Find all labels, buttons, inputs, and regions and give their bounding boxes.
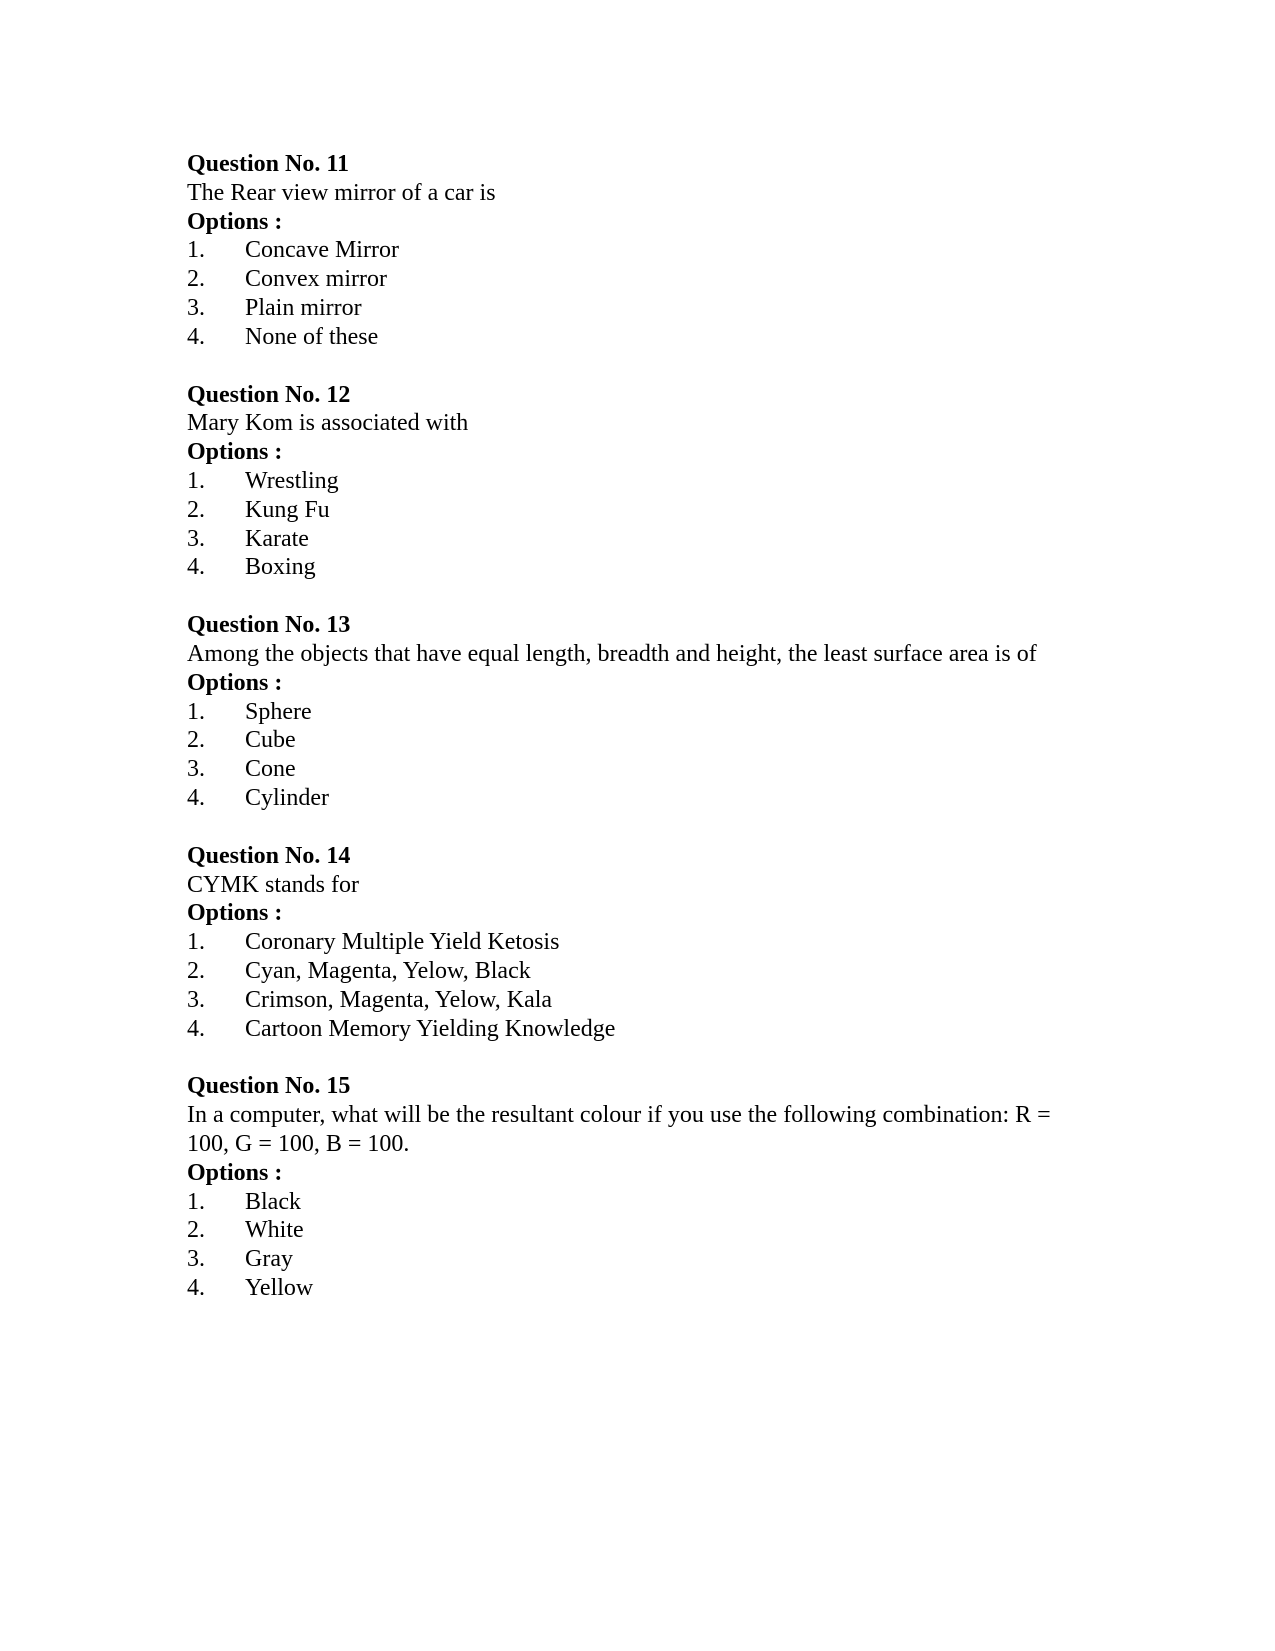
question-text: Mary Kom is associated with — [187, 410, 469, 437]
question-block — [187, 1072, 1087, 1302]
options-list — [187, 236, 1087, 351]
option-item — [187, 755, 1087, 784]
option-item — [187, 1015, 1087, 1044]
option-text: Boxing — [245, 554, 316, 581]
option-item — [187, 1274, 1087, 1303]
option-item — [187, 784, 1087, 813]
option-item — [187, 265, 1087, 294]
option-number: 4. — [187, 1274, 205, 1301]
option-text: Convex mirror — [245, 266, 387, 293]
option-text: Concave Mirror — [245, 237, 399, 264]
option-number: 1. — [187, 467, 205, 494]
question-block — [187, 842, 1087, 1044]
question-title: Question No. 13 — [187, 612, 351, 639]
option-text: Cartoon Memory Yielding Knowledge — [245, 1015, 616, 1042]
options-list — [187, 698, 1087, 813]
option-number: 2. — [187, 496, 205, 523]
option-number: 3. — [187, 756, 205, 783]
option-item — [187, 553, 1087, 582]
option-item — [187, 1245, 1087, 1274]
option-item — [187, 1216, 1087, 1245]
option-item — [187, 698, 1087, 727]
option-number: 4. — [187, 784, 205, 811]
option-item — [187, 323, 1087, 352]
question-block — [187, 381, 1087, 583]
options-label: Options : — [187, 900, 283, 927]
option-item — [187, 525, 1087, 554]
option-number: 4. — [187, 1015, 205, 1042]
option-number: 3. — [187, 986, 205, 1013]
options-list — [187, 1188, 1087, 1303]
question-block — [187, 611, 1087, 813]
option-text: White — [245, 1217, 304, 1244]
option-number: 3. — [187, 294, 205, 321]
question-title: Question No. 15 — [187, 1073, 351, 1100]
option-text: Cylinder — [245, 784, 329, 811]
option-item — [187, 986, 1087, 1015]
option-text: Kung Fu — [245, 496, 330, 523]
option-text: Sphere — [245, 698, 312, 725]
question-title: Question No. 14 — [187, 842, 351, 869]
question-text: CYMK stands for — [187, 871, 359, 898]
option-text: Cyan, Magenta, Yelow, Black — [245, 957, 531, 984]
option-text: None of these — [245, 323, 379, 350]
options-label: Options : — [187, 208, 283, 235]
option-text: Cube — [245, 727, 296, 754]
option-item — [187, 928, 1087, 957]
options-list — [187, 467, 1087, 582]
options-list — [187, 928, 1087, 1043]
option-number: 1. — [187, 237, 205, 264]
option-item — [187, 294, 1087, 323]
option-text: Yellow — [245, 1274, 314, 1301]
options-label: Options : — [187, 1159, 283, 1186]
option-text: Karate — [245, 525, 309, 552]
option-text: Wrestling — [245, 467, 339, 494]
question-text: The Rear view mirror of a car is — [187, 179, 496, 206]
option-item — [187, 236, 1087, 265]
option-text: Crimson, Magenta, Yelow, Kala — [245, 986, 553, 1013]
question-text: Among the objects that have equal length, breadth and height, the least surface area is of — [187, 640, 1037, 667]
question-page — [187, 150, 1087, 1332]
question-text: In a computer, what will be the resultant colour if you use the following combination: R = 100, G = 100, B = 100. — [187, 1102, 1051, 1157]
option-text: Cone — [245, 756, 296, 783]
option-number: 1. — [187, 698, 205, 725]
option-item — [187, 726, 1087, 755]
question-title: Question No. 11 — [187, 151, 350, 177]
options-label: Options : — [187, 669, 283, 696]
option-number: 4. — [187, 554, 205, 581]
option-text: Black — [245, 1188, 301, 1215]
option-text: Plain mirror — [245, 294, 362, 321]
question-title: Question No. 12 — [187, 381, 351, 408]
options-label: Options : — [187, 439, 283, 466]
option-number: 2. — [187, 266, 205, 293]
option-number: 1. — [187, 929, 205, 956]
option-number: 4. — [187, 323, 205, 350]
option-number: 3. — [187, 525, 205, 552]
option-item — [187, 1188, 1087, 1217]
option-number: 2. — [187, 727, 205, 754]
option-text: Gray — [245, 1246, 293, 1273]
option-text: Coronary Multiple Yield Ketosis — [245, 929, 560, 956]
option-number: 2. — [187, 957, 205, 984]
option-item — [187, 496, 1087, 525]
option-number: 3. — [187, 1246, 205, 1273]
option-item — [187, 957, 1087, 986]
option-item — [187, 467, 1087, 496]
option-number: 2. — [187, 1217, 205, 1244]
question-block — [187, 150, 1087, 352]
option-number: 1. — [187, 1188, 205, 1215]
